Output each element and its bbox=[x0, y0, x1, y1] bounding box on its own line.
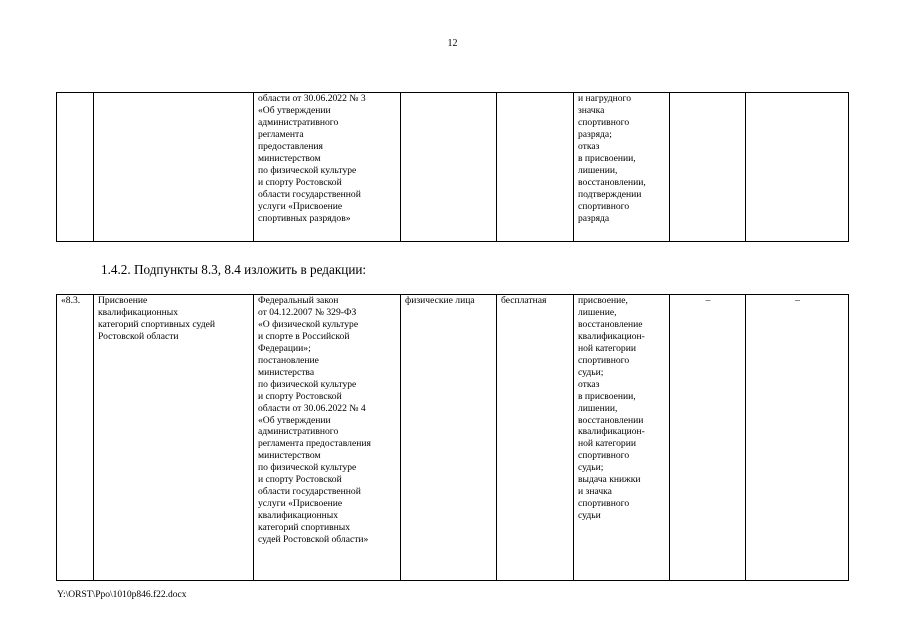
cell-text-line: и нагрудного bbox=[578, 93, 632, 104]
cell-text-line: отказ bbox=[578, 378, 600, 390]
cell-text-line: административного bbox=[258, 426, 339, 438]
cell-text-line: Ростовской области bbox=[98, 330, 179, 342]
table-cell bbox=[670, 93, 746, 242]
cell-text-line: «Об утверждении bbox=[258, 104, 331, 116]
cell-text-line: судьи bbox=[578, 510, 601, 522]
cell-text-line: восстановление bbox=[578, 318, 643, 330]
table-cell bbox=[57, 295, 94, 581]
table-cell bbox=[401, 93, 497, 242]
table-cell bbox=[574, 93, 670, 242]
table-cell bbox=[94, 93, 254, 242]
cell-text-line: Присвоение bbox=[98, 295, 148, 306]
cell-text-line: от 04.12.2007 № 329-ФЗ bbox=[258, 306, 357, 318]
cell-text-line: судьи; bbox=[578, 366, 604, 378]
table-cell bbox=[574, 295, 670, 581]
cell-text-line: области от 30.06.2022 № 3 bbox=[258, 93, 366, 104]
file-path-footer: Y:\ORST\Ppo\1010p846.f22.docx bbox=[57, 590, 187, 600]
cell-text-line: спортивного bbox=[578, 498, 630, 510]
cell-text-line: Федерации»; bbox=[258, 342, 311, 354]
table-cell bbox=[497, 295, 574, 581]
table-cell bbox=[254, 295, 401, 581]
cell-text-line: и спорту Ростовской bbox=[258, 176, 342, 188]
cell-text-line: выдача книжки bbox=[578, 474, 641, 486]
cell-text-line: и спорте в Российской bbox=[258, 330, 350, 342]
cell-text-line: разряда bbox=[578, 212, 610, 224]
cell-text-line: спортивных разрядов» bbox=[258, 212, 351, 224]
table-cell bbox=[746, 295, 849, 581]
cell-text-line: постановление bbox=[258, 354, 319, 366]
cell-text-line: физические лица bbox=[405, 295, 475, 306]
cell-text-line: разряда; bbox=[578, 128, 612, 140]
cell-text-line: области государственной bbox=[258, 486, 361, 498]
cell-text-line: категорий спортивных судей bbox=[98, 318, 216, 330]
cell-text-line: восстановлении bbox=[578, 414, 644, 426]
continued-table bbox=[56, 92, 849, 242]
cell-text-line: «8.3. bbox=[61, 295, 81, 306]
services-table bbox=[56, 294, 849, 581]
cell-text-line: восстановлении, bbox=[578, 176, 646, 188]
cell-text-line: – bbox=[705, 295, 711, 306]
cell-text-line: предоставления bbox=[258, 140, 323, 152]
cell-text-line: спортивного bbox=[578, 200, 630, 212]
cell-text-line: отказ bbox=[578, 140, 600, 152]
table-cell bbox=[57, 93, 94, 242]
cell-text-line: по физической культуре bbox=[258, 462, 357, 474]
cell-text-line: квалификацион- bbox=[578, 330, 645, 342]
table-cell bbox=[401, 295, 497, 581]
cell-text-line: регламента bbox=[258, 128, 304, 140]
cell-text-line: квалификацион- bbox=[578, 426, 645, 438]
table-cell bbox=[670, 295, 746, 581]
table-cell bbox=[746, 93, 849, 242]
cell-text-line: категорий спортивных bbox=[258, 522, 351, 534]
cell-text-line: квалификационных bbox=[98, 306, 179, 318]
cell-text-line: бесплатная bbox=[501, 295, 547, 306]
cell-text-line: лишении, bbox=[578, 164, 618, 176]
cell-text-line: судьи; bbox=[578, 462, 604, 474]
table-row bbox=[57, 93, 849, 242]
cell-text-line: «О физической культуре bbox=[258, 318, 359, 330]
cell-text-line: в присвоении, bbox=[578, 152, 636, 164]
cell-text-line: услуги «Присвоение bbox=[258, 498, 343, 510]
cell-text-line: спортивного bbox=[578, 450, 630, 462]
cell-text-line: регламента предоставления bbox=[258, 438, 371, 450]
cell-text-line: «Об утверждении bbox=[258, 414, 331, 426]
cell-text-line: административного bbox=[258, 116, 339, 128]
cell-text-line: в присвоении, bbox=[578, 390, 636, 402]
cell-text-line: – bbox=[795, 295, 800, 306]
cell-text-line: и спорту Ростовской bbox=[258, 474, 342, 486]
cell-text-line: министерством bbox=[258, 152, 321, 164]
cell-text-line: лишение, bbox=[578, 306, 617, 318]
cell-text-line: судей Ростовской области» bbox=[258, 534, 369, 546]
cell-text-line: по физической культуре bbox=[258, 378, 357, 390]
cell-text-line: области от 30.06.2022 № 4 bbox=[258, 402, 366, 414]
cell-text-line: услуги «Присвоение bbox=[258, 200, 343, 212]
cell-text-line: подтверждении bbox=[578, 188, 642, 200]
cell-text-line: ной категории bbox=[578, 438, 636, 450]
cell-text-line: министерством bbox=[258, 450, 321, 462]
table-cell bbox=[254, 93, 401, 242]
cell-text-line: Федеральный закон bbox=[258, 295, 339, 306]
table-cell bbox=[94, 295, 254, 581]
cell-text-line: по физической культуре bbox=[258, 164, 357, 176]
table-cell bbox=[497, 93, 574, 242]
section-heading: 1.4.2. Подпункты 8.3, 8.4 изложить в редакции: bbox=[101, 262, 367, 277]
cell-text-line: министерства bbox=[258, 366, 315, 378]
page-number: 12 bbox=[447, 38, 458, 49]
cell-text-line: спортивного bbox=[578, 354, 630, 366]
cell-text-line: и значка bbox=[578, 486, 612, 498]
cell-text-line: лишении, bbox=[578, 402, 618, 414]
cell-text-line: квалификационных bbox=[258, 510, 339, 522]
cell-text-line: спортивного bbox=[578, 116, 630, 128]
table-row bbox=[57, 295, 849, 581]
cell-text-line: значка bbox=[578, 104, 605, 116]
cell-text-line: области государственной bbox=[258, 188, 361, 200]
cell-text-line: ной категории bbox=[578, 342, 636, 354]
cell-text-line: и спорту Ростовской bbox=[258, 390, 342, 402]
cell-text-line: присвоение, bbox=[578, 295, 628, 306]
